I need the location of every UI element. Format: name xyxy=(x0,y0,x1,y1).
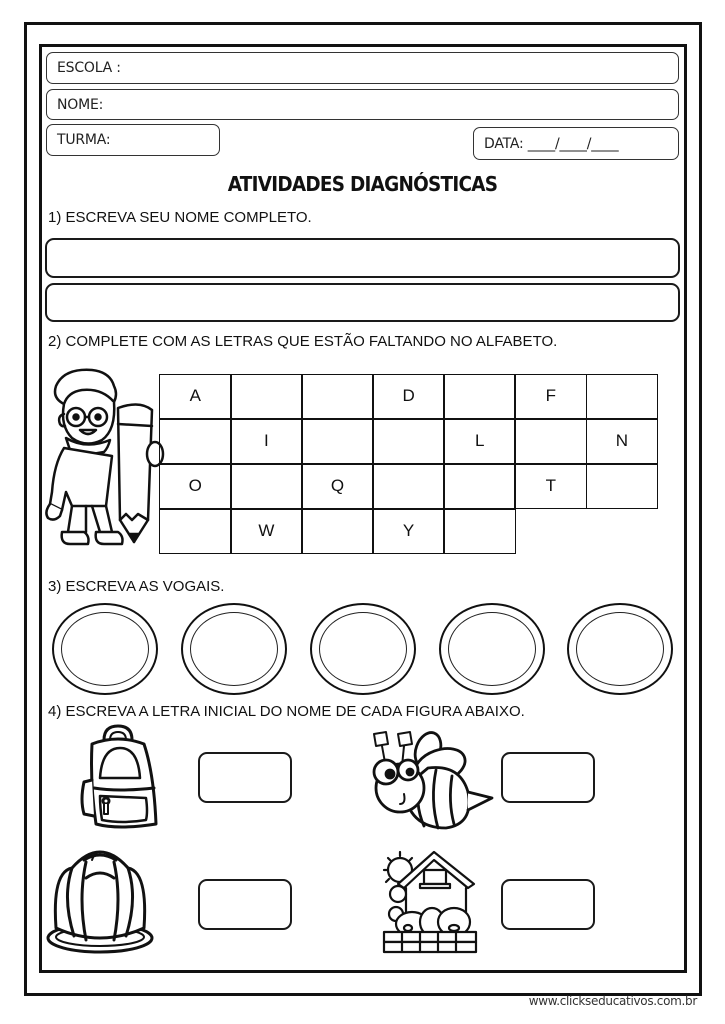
answer-box-backpack[interactable] xyxy=(198,752,292,803)
grid-cell[interactable] xyxy=(230,464,303,509)
grid-row-3 xyxy=(159,465,658,510)
grid-cell[interactable]: O xyxy=(159,464,232,509)
grid-cell[interactable] xyxy=(230,374,303,419)
page-title: ATIVIDADES DIAGNÓSTICAS xyxy=(227,172,498,196)
name-write-line-1[interactable] xyxy=(45,238,680,278)
grid-cell[interactable] xyxy=(586,374,659,419)
question-1: 1) ESCREVA SEU NOME COMPLETO. xyxy=(48,209,312,226)
grid-cell[interactable] xyxy=(586,464,659,509)
vowel-circle-5[interactable] xyxy=(567,603,673,695)
vowel-circle-4[interactable] xyxy=(439,603,545,695)
farm-icon xyxy=(378,848,482,960)
grid-cell[interactable]: D xyxy=(372,374,445,419)
grid-cell[interactable] xyxy=(301,509,374,554)
grid-cell[interactable] xyxy=(443,464,516,509)
turma-field[interactable] xyxy=(46,124,220,156)
grid-cell[interactable] xyxy=(301,374,374,419)
question-3: 3) ESCREVA AS VOGAIS. xyxy=(48,578,225,595)
grid-cell[interactable]: Q xyxy=(301,464,374,509)
answer-box-farm[interactable] xyxy=(501,879,595,930)
alphabet-grid xyxy=(159,375,658,555)
escola-label: ESCOLA : xyxy=(57,60,121,76)
grid-cell[interactable]: I xyxy=(230,419,303,464)
grid-cell[interactable]: F xyxy=(514,374,587,419)
grid-cell[interactable]: Y xyxy=(372,509,445,554)
data-label: DATA: ____/____/____ xyxy=(484,135,619,152)
grid-row-1 xyxy=(159,375,658,420)
grid-cell[interactable] xyxy=(514,419,587,464)
grid-cell[interactable] xyxy=(301,419,374,464)
grid-row-4 xyxy=(159,510,658,555)
gelatin-icon xyxy=(44,848,156,956)
backpack-icon xyxy=(72,724,164,832)
footer-url[interactable]: www.clickseducativos.com.br xyxy=(528,994,697,1008)
question-4: 4) ESCREVA A LETRA INICIAL DO NOME DE CADA FIGURA ABAIXO. xyxy=(48,703,525,720)
bee-icon xyxy=(358,728,496,832)
grid-cell[interactable] xyxy=(372,419,445,464)
grid-row-2 xyxy=(159,420,658,465)
nome-label: NOME: xyxy=(57,96,104,113)
nome-field[interactable] xyxy=(46,89,679,120)
grid-cell[interactable] xyxy=(159,419,232,464)
name-write-line-2[interactable] xyxy=(45,283,680,322)
grid-cell[interactable]: A xyxy=(159,374,232,419)
data-field[interactable] xyxy=(473,127,679,160)
question-2: 2) COMPLETE COM AS LETRAS QUE ESTÃO FALTANDO NO ALFABETO. xyxy=(48,333,558,350)
answer-box-gelatin[interactable] xyxy=(198,879,292,930)
escola-field[interactable] xyxy=(46,52,679,84)
vowel-circle-1[interactable] xyxy=(52,603,158,695)
grid-cell[interactable]: L xyxy=(443,419,516,464)
vowel-circle-3[interactable] xyxy=(310,603,416,695)
grid-cell[interactable]: N xyxy=(586,419,659,464)
grid-cell[interactable]: W xyxy=(230,509,303,554)
grid-cell[interactable] xyxy=(159,509,232,554)
grid-cell[interactable] xyxy=(372,464,445,509)
answer-box-bee[interactable] xyxy=(501,752,595,803)
grid-cell[interactable] xyxy=(443,509,516,554)
grid-cell[interactable] xyxy=(443,374,516,419)
grid-cell[interactable]: T xyxy=(514,464,587,509)
turma-label: TURMA: xyxy=(57,132,111,148)
boy-with-pencil-icon xyxy=(42,364,166,554)
vowel-circle-2[interactable] xyxy=(181,603,287,695)
